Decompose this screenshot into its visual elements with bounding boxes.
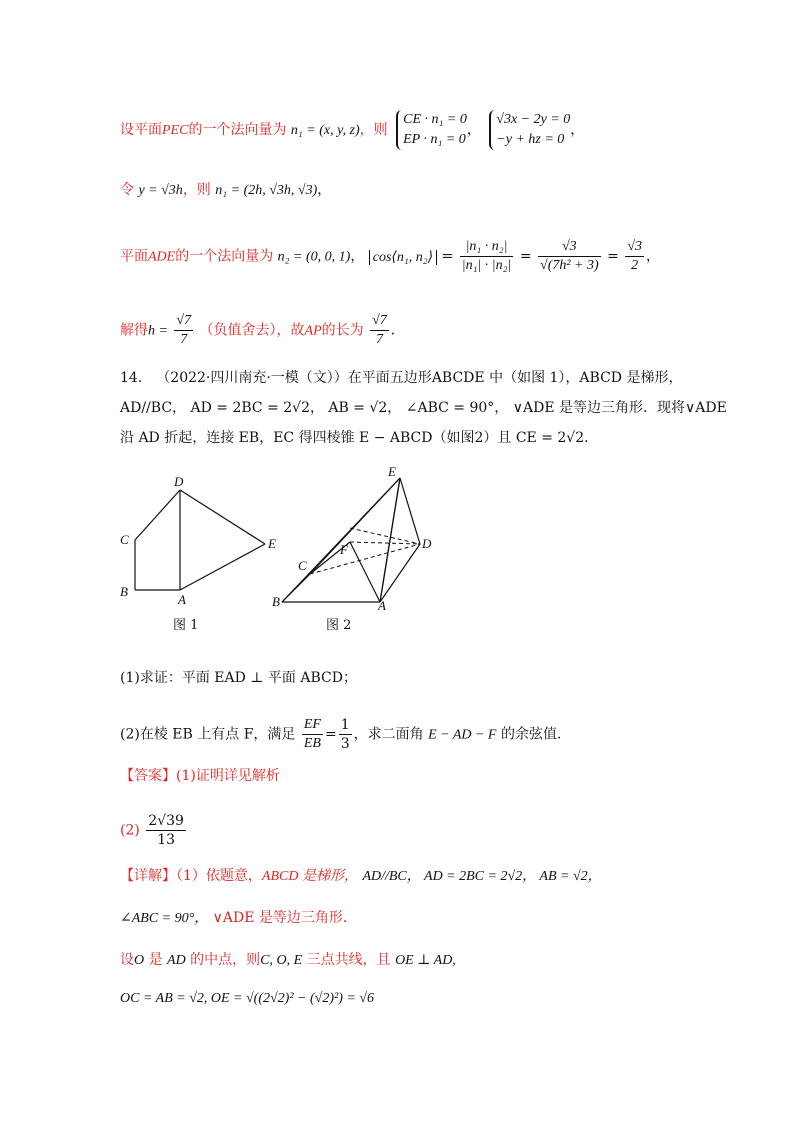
text-then-2: ，则 — [182, 182, 211, 198]
problem-source: （2022·四川南充·一模（文））在平面五边形 — [156, 370, 432, 386]
q2-val-num: 1 — [340, 717, 350, 733]
text-normal-vector: 的一个法向量为 — [188, 122, 287, 138]
cosine-expr: cos⟨n₁, n₂⟩ — [369, 250, 437, 265]
answer-2-prefix: (2) — [120, 822, 140, 839]
fig2-label-b: B — [272, 594, 280, 609]
problem-line-3 — [120, 428, 598, 448]
solution-line-let: 令 y = √3h，则 n₁ = (2h, √3h, √3)， — [120, 182, 332, 198]
equation-system-1 — [396, 110, 467, 150]
fig2-label-a: A — [378, 598, 386, 612]
system1-row1: CE · n₁ = 0 — [403, 112, 467, 127]
a2-num: 2√39 — [148, 813, 184, 829]
fh-num: √7 — [174, 312, 193, 331]
fh-den: 7 — [180, 332, 188, 347]
problem-text-2: AD//BC， AD = 2BC = 2√2， AB = √2， ∠ABC = 90°， ∨ADE 是等边三角形．现将∨ADE — [120, 400, 727, 416]
fig1-label-d: D — [174, 474, 184, 489]
detail-line-2 — [120, 908, 357, 929]
fig2-label-e: E — [388, 464, 396, 479]
answer-label: 【答案】 — [120, 768, 176, 784]
fig2-label-d: D — [422, 536, 432, 551]
fig2-label-f: F — [340, 542, 348, 557]
question-2 — [120, 716, 571, 753]
text-normal-vector-2: 的一个法向量为 — [175, 248, 274, 265]
vector-n1-value: n₁ = (2h, √3h, √3) — [215, 183, 318, 198]
detail-1b: ABCD 是梯形， — [261, 869, 358, 884]
detail-1c: AD//BC， AD = 2BC = 2√2， AB = √2， — [362, 869, 602, 884]
detail-2a: ∠ABC = 90°， — [120, 911, 209, 926]
system2-row2: −y + hz = 0 — [496, 132, 565, 147]
dihedral-angle: E − AD − F — [428, 727, 497, 743]
detail-3coe: C, O, E — [260, 953, 303, 968]
detail-3o: O — [134, 953, 145, 968]
plane-pec: PEC — [162, 123, 189, 138]
text-then: ，则 — [359, 122, 388, 138]
answer-line-2 — [120, 812, 188, 849]
text-let: 令 — [120, 182, 134, 198]
detail-3d: 三点共线，且 — [306, 952, 391, 968]
q2-den: EB — [303, 736, 321, 751]
solution-line-normal-ade: 平面ADE的一个法向量为 n₂ = (0, 0, 1)， cos⟨n₁, n₂⟩ = $\frac{\text{|n₁ · n₂|}}{\text{|n₁| · |n₂|}}$ = $\frac{√3}{\text{√(7h² + 3)}}$ = $\frac{√3}{2}$ ， — [120, 239, 660, 273]
text-plane: 平面 — [120, 248, 148, 265]
detail-2b: ∨ADE 是等边三角形． — [212, 910, 357, 926]
expr-y: y = √3h — [138, 183, 183, 198]
vector-n2: n₂ = (0, 0, 1) — [277, 249, 351, 265]
fig1-label-e: E — [268, 536, 276, 551]
detail-3c: 的中点，则 — [190, 952, 261, 968]
vector-n1: n₁ = (x, y, z) — [290, 123, 360, 138]
detail-3a: 设 — [120, 952, 134, 968]
fraction-h — [174, 312, 193, 349]
text-solve: 解得 — [120, 322, 148, 339]
question-1 — [120, 668, 357, 688]
text-prefix: 设平面 — [120, 122, 162, 138]
question-2-prefix: (2)在棱 EB 上有点 F，满足 — [120, 726, 296, 743]
problem-number: 14． — [120, 370, 152, 386]
system2-row1: √3x − 2y = 0 — [496, 112, 571, 127]
detail-3perp: OE ⊥ AD, — [395, 953, 456, 968]
question-2-mid: ，求二面角 — [353, 726, 424, 743]
detail-line-1 — [120, 866, 602, 887]
frac-den: |n₁| · |n₂| — [461, 258, 512, 273]
fraction-cos-3 — [625, 238, 644, 275]
plane-ade: ADE — [148, 249, 176, 265]
fraction-ef-eb — [302, 716, 323, 753]
text-length: 的长为 — [321, 322, 364, 339]
problem-line-1 — [120, 368, 682, 388]
detail-4: OC = AB = √2, OE = √((2√2)² − (√2)²) = √6 — [120, 991, 374, 1006]
q2-num: EF — [302, 716, 323, 735]
detail-line-3 — [120, 950, 456, 971]
problem-text-1b: ABCDE 中（如图 1），ABCD 是梯形， — [431, 370, 683, 386]
figure-1 — [110, 470, 290, 610]
a2-den: 13 — [157, 832, 176, 848]
fig1-label-a: A — [178, 592, 186, 607]
fraction-one-third — [339, 716, 352, 753]
frac-num: |n₁ · n₂| — [460, 238, 514, 257]
fig2-label-c: C — [298, 558, 307, 573]
figure-2 — [270, 462, 450, 612]
answer-2-fraction — [146, 812, 186, 849]
figure-2-caption: 图 2 — [326, 618, 352, 633]
problem-line-2 — [120, 398, 727, 418]
problem-text-3: 沿 AD 折起，连接 EB，EC 得四棱锥 E − ABCD（如图2）且 CE = 2√2． — [120, 430, 599, 446]
detail-3ad: AD — [167, 953, 186, 968]
system1-row2: EP · n₁ = 0 — [403, 132, 466, 147]
frac3-den: 2 — [631, 258, 639, 273]
q2-eq: = — [324, 726, 337, 743]
detail-line-4 — [120, 988, 374, 1009]
fraction-ap — [370, 312, 389, 349]
fraction-cos-2 — [538, 238, 601, 275]
question-2-suffix: 的余弦值． — [500, 726, 571, 743]
frac2-num: √3 — [538, 238, 601, 257]
h-eq: h = — [148, 323, 168, 339]
detail-1a: （1）依题意， — [176, 868, 262, 884]
solution-line-normal-pec: 设平面PEC的一个法向量为 n₁ = (x, y, z)，则 CE · n₁ = 0 EP · n₁ = 0 ， √3x − 2y = 0 −y + hz = 0 ， — [120, 110, 584, 150]
frac2-den: √(7h² + 3) — [540, 258, 599, 273]
fraction-cos — [460, 238, 514, 275]
question-1-text: (1)求证：平面 EAD ⊥ 平面 ABCD； — [120, 670, 357, 686]
frac3-num: √3 — [625, 238, 644, 257]
figure-1-caption: 图 1 — [173, 618, 199, 633]
fap-num: √7 — [370, 312, 389, 331]
fig1-label-b: B — [120, 584, 128, 599]
q2-val-den: 3 — [340, 736, 350, 752]
answer-line-1 — [120, 766, 280, 786]
text-note: （负值舍去），故 — [199, 322, 305, 339]
equation-system-2 — [489, 110, 570, 150]
segment-ap: AP — [304, 323, 322, 339]
fig1-label-c: C — [120, 532, 129, 547]
detail-label: 【详解】 — [120, 868, 176, 884]
detail-3b: 是 — [148, 952, 163, 968]
fap-den: 7 — [375, 332, 383, 347]
answer-1: (1)证明详见解析 — [176, 768, 280, 784]
solution-line-result: 解得h = $\frac{√7}{7}$ （负值舍去），故AP的长为 $\frac{√7}{7}$ ． — [120, 313, 405, 347]
